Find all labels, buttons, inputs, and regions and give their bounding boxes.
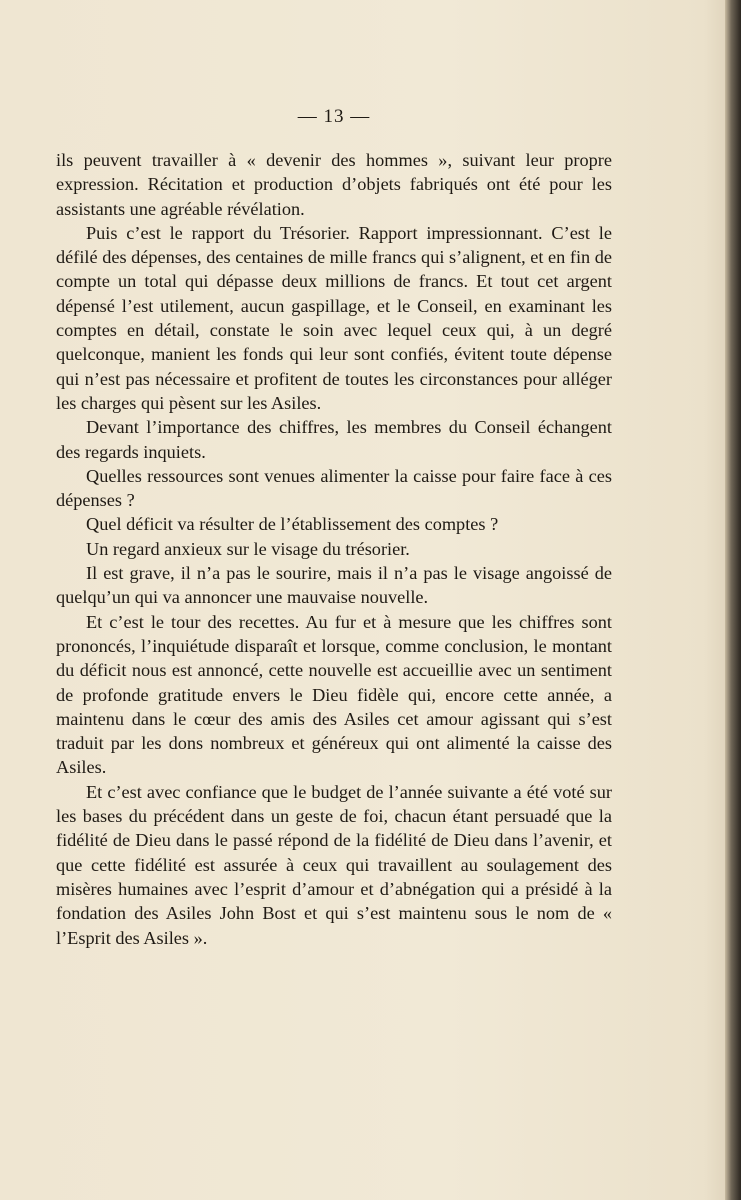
paragraph-8: Et c’est le tour des recettes. Au fur et à mesure que les chiffres sont prononcés, l’inquiétude disparaît et lorsque, comme conclusion, le montant du déficit nous est annoncé, cette nouvelle est accueillie avec un sentiment de profonde gratitude envers le Dieu fidèle qui, encore cette année, a maintenu dans le cœur des amis des Asiles cet amour agissant qui s’est traduit par les dons nombreux et généreux qui ont alimenté la caisse des Asiles. bbox=[56, 611, 612, 778]
paragraph-7: Il est grave, il n’a pas le sourire, mais il n’a pas le visage angoissé de quelqu’un qui va annoncer une mauvaise nouvelle. bbox=[56, 563, 612, 608]
paragraph-1: ils peuvent travailler à « devenir des hommes », suivant leur propre expression. Récitation et production d’objets fabriqués ont été pour les assistants une agréable révélation. bbox=[56, 150, 612, 219]
page-number: — 13 — bbox=[297, 106, 371, 127]
paragraph-9: Et c’est avec confiance que le budget de l’année suivante a été voté sur les bases du précédent dans un geste de foi, chacun étant persuadé que la fidélité de Dieu dans le passé répond de la fidélité de Dieu dans l’avenir, et que cette fidélité est assurée à ceux qui travaillent au soulagement des misères humaines avec l’esprit d’amour et d’abnégation qui a présidé à la fondation des Asiles John Bost et qui s’est maintenu sous le nom de « l’Esprit des Asiles ». bbox=[56, 781, 612, 948]
paragraph-4: Quelles ressources sont venues alimenter la caisse pour faire face à ces dépenses ? bbox=[56, 465, 612, 511]
paragraph-6: Un regard anxieux sur le visage du trésorier. bbox=[86, 538, 410, 559]
page-body bbox=[56, 148, 612, 950]
page-edge-binding bbox=[725, 0, 741, 1200]
paragraph-2: Puis c’est le rapport du Trésorier. Rapport impressionnant. C’est le défilé des dépenses, des centaines de mille francs qui s’alignent, et en fin de compte un total qui dépasse deux millions de francs. Et tout cet argent dépensé l’est utilement, aucun gaspillage, et le Conseil, en examinant les comptes en détail, constate le soin avec lequel ceux qui, à un degré quelconque, manient les fonds qui leur sont confiés, évitent toute dépense qui n’est pas nécessaire et profitent de toutes les circonstances pour alléger les charges qui pèsent sur les Asiles. bbox=[56, 222, 612, 413]
paragraph-3: Devant l’importance des chiffres, les membres du Conseil échangent des regards inquiets. bbox=[56, 417, 612, 462]
paragraph-5: Quel déficit va résulter de l’établissement des comptes ? bbox=[86, 514, 499, 535]
